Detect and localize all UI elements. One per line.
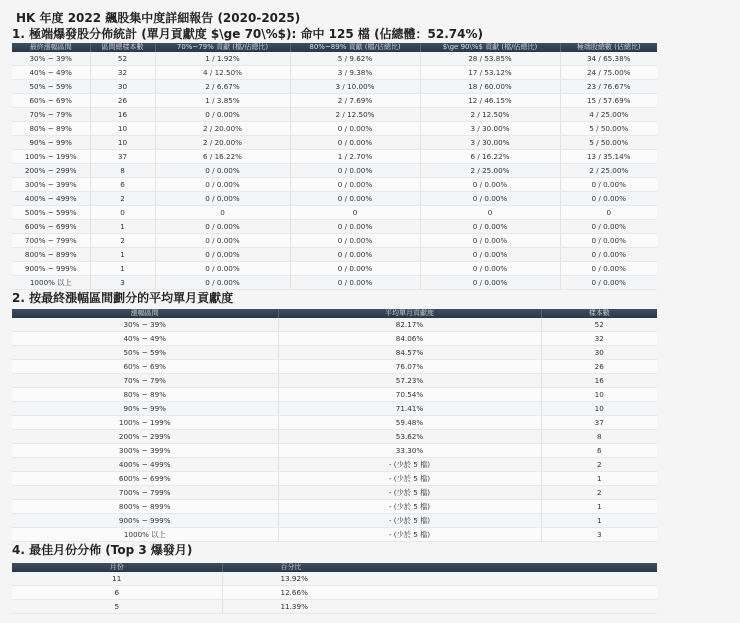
table-cell: 0 / 0.00% [155, 164, 290, 178]
table-cell: 0 / 0.00% [290, 122, 420, 136]
table-row [12, 94, 657, 108]
table-cell: 1 / 2.70% [290, 150, 420, 164]
table-row [12, 360, 657, 374]
table-cell: 0 / 0.00% [290, 164, 420, 178]
table-row [12, 458, 657, 472]
table-cell: 3 [90, 276, 155, 290]
table-row [12, 136, 657, 150]
table-cell: 2 [90, 192, 155, 206]
table-row [12, 500, 657, 514]
column-header: 月份 [12, 563, 222, 572]
table-cell: 0 / 0.00% [290, 136, 420, 150]
table-cell: 90% ~ 99% [12, 136, 90, 150]
table-cell: 5 / 9.62% [290, 52, 420, 66]
table-row [12, 122, 657, 136]
table-row [12, 486, 657, 500]
table-cell: 32 [90, 66, 155, 80]
table-cell: 6 [12, 586, 222, 600]
table-row [12, 416, 657, 430]
table-cell: 24 / 75.00% [560, 66, 657, 80]
table-cell: 16 [90, 108, 155, 122]
table-row [12, 150, 657, 164]
table-cell: 37 [541, 416, 657, 430]
table-cell: 2 / 7.69% [290, 94, 420, 108]
table-cell: 1 [90, 248, 155, 262]
table-row [12, 600, 657, 614]
table-row [12, 388, 657, 402]
section1-heading: 1. 極端爆發股分佈統計 (單月貢獻度 $\ge 70\%$): 命中 125 檔 (佔總體：52.74%) [12, 27, 484, 41]
table-cell: 0 / 0.00% [155, 248, 290, 262]
column-header: 70%~79% 貢獻 (檔/佔總比) [155, 43, 290, 52]
table-cell: 80% ~ 89% [12, 122, 90, 136]
table-cell: 16 [541, 374, 657, 388]
table-row [12, 514, 657, 528]
table-cell: - (少於 5 檔) [278, 500, 541, 514]
table-cell: 500% ~ 599% [12, 206, 90, 220]
table-cell: 0 [90, 206, 155, 220]
table-cell: - (少於 5 檔) [278, 486, 541, 500]
table-cell: - (少於 5 檔) [278, 472, 541, 486]
table-cell: 0 / 0.00% [290, 178, 420, 192]
table-cell: 2 / 20.00% [155, 122, 290, 136]
column-header: 區間總樣本數 [90, 43, 155, 52]
table-cell: 0 / 0.00% [155, 234, 290, 248]
table-cell: 40% ~ 49% [12, 66, 90, 80]
table-row [12, 374, 657, 388]
table-cell: 76.07% [278, 360, 541, 374]
table-cell: 0 / 0.00% [290, 262, 420, 276]
table-cell: 8 [90, 164, 155, 178]
table-cell: 10 [541, 388, 657, 402]
table-cell: 1 [541, 514, 657, 528]
table-cell: 2 / 6.67% [155, 80, 290, 94]
table-row [12, 248, 657, 262]
table-cell: 30% ~ 39% [12, 318, 278, 332]
table-cell: 52 [541, 318, 657, 332]
table-cell: 300% ~ 399% [12, 444, 278, 458]
table-cell: 0 / 0.00% [420, 234, 560, 248]
table-cell: 200% ~ 299% [12, 430, 278, 444]
table-cell: 53.62% [278, 430, 541, 444]
table-cell: 400% ~ 499% [12, 192, 90, 206]
table-cell: 82.17% [278, 318, 541, 332]
best-month-table [12, 563, 657, 614]
table-cell: 18 / 60.00% [420, 80, 560, 94]
table-cell: 70% ~ 79% [12, 374, 278, 388]
table-cell: - (少於 5 檔) [278, 528, 541, 542]
table-cell: 1 [90, 220, 155, 234]
table-cell: 2 / 12.50% [290, 108, 420, 122]
table-cell: 0 / 0.00% [420, 220, 560, 234]
table-cell: 84.06% [278, 332, 541, 346]
table-cell: 1 / 1.92% [155, 52, 290, 66]
table-cell: 50% ~ 59% [12, 346, 278, 360]
table-cell: 90% ~ 99% [12, 402, 278, 416]
table-cell: 0 / 0.00% [155, 192, 290, 206]
table-cell: 100% ~ 199% [12, 150, 90, 164]
column-header: 最終漲幅區間 [12, 43, 90, 52]
avg-contribution-table [12, 309, 657, 542]
table-cell: 26 [90, 94, 155, 108]
table-cell: 10 [541, 402, 657, 416]
table-cell: 0 / 0.00% [420, 262, 560, 276]
table-cell: 0 / 0.00% [155, 178, 290, 192]
table-cell: 1000% 以上 [12, 528, 278, 542]
table-cell: 57.23% [278, 374, 541, 388]
table-row [12, 262, 657, 276]
extreme-distribution-table [12, 43, 657, 290]
table-cell: 6 / 16.22% [155, 150, 290, 164]
table-cell: 2 / 25.00% [560, 164, 657, 178]
table-cell: 60% ~ 69% [12, 360, 278, 374]
table-cell: 0 / 0.00% [560, 178, 657, 192]
table-cell: 0 / 0.00% [560, 276, 657, 290]
table-cell: 15 / 57.69% [560, 94, 657, 108]
table-cell: 2 [541, 458, 657, 472]
table-row [12, 430, 657, 444]
table-cell: 0 / 0.00% [155, 276, 290, 290]
table-cell: 0 / 0.00% [420, 276, 560, 290]
table-row [12, 586, 657, 600]
table-cell: 0 / 0.00% [155, 108, 290, 122]
table-cell: 800% ~ 899% [12, 248, 90, 262]
table-cell: 30% ~ 39% [12, 52, 90, 66]
table-cell: 84.57% [278, 346, 541, 360]
table-row [12, 108, 657, 122]
table-cell: 6 / 16.22% [420, 150, 560, 164]
table-cell: 11 [12, 572, 222, 586]
table-cell: 900% ~ 999% [12, 514, 278, 528]
table-header-row [12, 563, 657, 572]
table-cell: 8 [541, 430, 657, 444]
table-cell: 0 / 0.00% [290, 220, 420, 234]
table-cell: 0 / 0.00% [420, 192, 560, 206]
table-cell: 200% ~ 299% [12, 164, 90, 178]
column-header: $\ge 90\%$ 貢獻 (檔/佔總比) [420, 43, 560, 52]
table-row [12, 206, 657, 220]
section2-heading: 2. 按最終漲幅區間劃分的平均單月貢獻度 [12, 291, 234, 305]
table-cell: 59.48% [278, 416, 541, 430]
table-cell: 2 [90, 234, 155, 248]
table-cell: 1 / 3.85% [155, 94, 290, 108]
table-cell: 17 / 53.12% [420, 66, 560, 80]
column-header: 80%~89% 貢獻 (檔/佔總比) [290, 43, 420, 52]
table-cell: 2 / 25.00% [420, 164, 560, 178]
table-row [12, 528, 657, 542]
table-cell: 0 / 0.00% [560, 220, 657, 234]
table-cell: 300% ~ 399% [12, 178, 90, 192]
table-cell: 0 / 0.00% [290, 192, 420, 206]
table-cell: 0 / 0.00% [420, 248, 560, 262]
table-row [12, 402, 657, 416]
table-cell: 6 [541, 444, 657, 458]
table-row [12, 192, 657, 206]
table-cell: 10 [90, 122, 155, 136]
table-row [12, 276, 657, 290]
table-cell: 3 / 9.38% [290, 66, 420, 80]
table-cell: 2 [541, 486, 657, 500]
table-row [12, 332, 657, 346]
table-cell: 37 [90, 150, 155, 164]
table-cell: 800% ~ 899% [12, 500, 278, 514]
table-cell: 700% ~ 799% [12, 486, 278, 500]
table-cell: 12.66% [222, 586, 657, 600]
table-row [12, 164, 657, 178]
table-row [12, 52, 657, 66]
table-cell: 0 / 0.00% [560, 248, 657, 262]
table-cell: 0 [420, 206, 560, 220]
table-cell: 600% ~ 699% [12, 472, 278, 486]
table-cell: 1000% 以上 [12, 276, 90, 290]
table-cell: 400% ~ 499% [12, 458, 278, 472]
table-cell: 600% ~ 699% [12, 220, 90, 234]
table-cell: 700% ~ 799% [12, 234, 90, 248]
table-cell: 0 [155, 206, 290, 220]
table-row [12, 472, 657, 486]
table-cell: 1 [541, 500, 657, 514]
table-cell: 32 [541, 332, 657, 346]
table-cell: 13 / 35.14% [560, 150, 657, 164]
table-cell: 12 / 46.15% [420, 94, 560, 108]
table-row [12, 234, 657, 248]
table-cell: 0 / 0.00% [290, 276, 420, 290]
table-cell: 0 / 0.00% [290, 234, 420, 248]
table-cell: 30 [90, 80, 155, 94]
column-header: 樣本數 [541, 309, 657, 318]
table-cell: 11.39% [222, 600, 657, 614]
table-cell: 60% ~ 69% [12, 94, 90, 108]
table-cell: 50% ~ 59% [12, 80, 90, 94]
table-cell: 70.54% [278, 388, 541, 402]
table-header-row [12, 43, 657, 52]
column-header: 平均單月貢獻度 [278, 309, 541, 318]
section4-heading: 4. 最佳月份分佈 (Top 3 爆發月) [12, 543, 193, 557]
table-row [12, 178, 657, 192]
table-cell: 33.30% [278, 444, 541, 458]
table-row [12, 572, 657, 586]
table-cell: 0 / 0.00% [155, 262, 290, 276]
table-cell: 3 [541, 528, 657, 542]
table-cell: 28 / 53.85% [420, 52, 560, 66]
table-row [12, 80, 657, 94]
table-cell: 0 [560, 206, 657, 220]
column-header: 漲幅區間 [12, 309, 278, 318]
table-cell: 4 / 12.50% [155, 66, 290, 80]
column-header: 極端股總數 (佔總比) [560, 43, 657, 52]
table-row [12, 66, 657, 80]
table-cell: 70% ~ 79% [12, 108, 90, 122]
report-title: HK 年度 2022 飆股集中度詳細報告 (2020-2025) [16, 11, 301, 25]
table-cell: 900% ~ 999% [12, 262, 90, 276]
table-cell: - (少於 5 檔) [278, 514, 541, 528]
table-cell: 100% ~ 199% [12, 416, 278, 430]
table-cell: 3 / 30.00% [420, 136, 560, 150]
table-cell: 0 / 0.00% [420, 178, 560, 192]
table-cell: 30 [541, 346, 657, 360]
table-cell: 4 / 25.00% [560, 108, 657, 122]
table-cell: 34 / 65.38% [560, 52, 657, 66]
table-cell: 3 / 30.00% [420, 122, 560, 136]
column-header: 百分比 [222, 563, 657, 572]
table-cell: 40% ~ 49% [12, 332, 278, 346]
table-cell: 2 / 12.50% [420, 108, 560, 122]
table-cell: 80% ~ 89% [12, 388, 278, 402]
table-cell: 0 / 0.00% [155, 220, 290, 234]
table-cell: 0 / 0.00% [560, 262, 657, 276]
table-cell: 2 / 20.00% [155, 136, 290, 150]
table-row [12, 346, 657, 360]
table-cell: 1 [541, 472, 657, 486]
table-cell: 1 [90, 262, 155, 276]
table-row [12, 220, 657, 234]
table-cell: 0 [290, 206, 420, 220]
table-cell: 5 / 50.00% [560, 122, 657, 136]
table-cell: 0 / 0.00% [560, 234, 657, 248]
table-cell: 0 / 0.00% [290, 248, 420, 262]
table-cell: 26 [541, 360, 657, 374]
table-row [12, 444, 657, 458]
table-cell: 6 [90, 178, 155, 192]
table-cell: 5 / 50.00% [560, 136, 657, 150]
table-cell: 13.92% [222, 572, 657, 586]
table-cell: 5 [12, 600, 222, 614]
table-cell: 52 [90, 52, 155, 66]
table-cell: 0 / 0.00% [560, 192, 657, 206]
table-cell: 3 / 10.00% [290, 80, 420, 94]
table-cell: 10 [90, 136, 155, 150]
table-cell: 23 / 76.67% [560, 80, 657, 94]
table-header-row [12, 309, 657, 318]
table-cell: 71.41% [278, 402, 541, 416]
table-row [12, 318, 657, 332]
table-cell: - (少於 5 檔) [278, 458, 541, 472]
